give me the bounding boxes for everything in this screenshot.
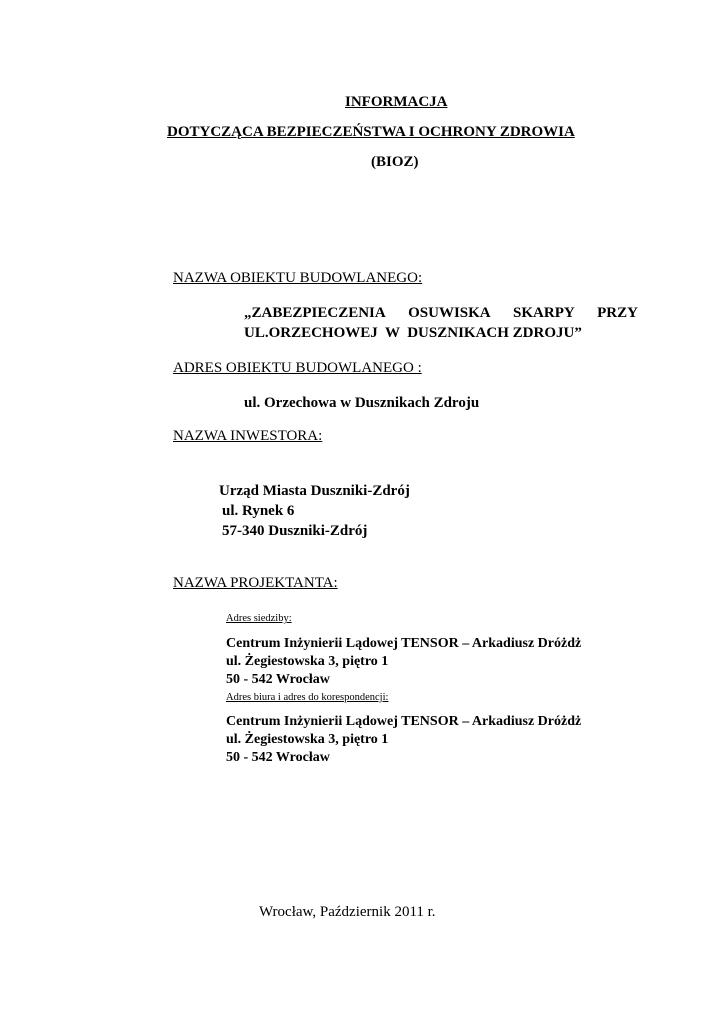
investor-name: Urząd Miasta Duszniki-Zdrój bbox=[219, 483, 410, 499]
object-name-word: PRZY bbox=[597, 305, 638, 321]
object-name-value-line1 bbox=[244, 305, 638, 322]
designer-label: NAZWA PROJEKTANTA: bbox=[173, 575, 338, 591]
object-name-word: SKARPY bbox=[513, 305, 575, 321]
object-name-word: OSUWISKA bbox=[408, 305, 491, 321]
object-address-label: ADRES OBIEKTU BUDOWLANEGO : bbox=[173, 360, 422, 376]
designer-seat-street: ul. Żegiestowska 3, piętro 1 bbox=[226, 654, 389, 669]
doc-abbreviation: (BIOZ) bbox=[371, 154, 419, 170]
designer-office-city: 50 - 542 Wrocław bbox=[226, 750, 330, 765]
place-date: Wrocław, Październik 2011 r. bbox=[259, 904, 436, 920]
designer-seat-label: Adres siedziby: bbox=[226, 613, 292, 624]
doc-title: INFORMACJA bbox=[345, 94, 448, 110]
object-name-value-line2: UL.ORZECHOWEJ W DUSZNIKACH ZDROJU” bbox=[244, 325, 582, 341]
doc-subtitle: DOTYCZĄCA BEZPIECZEŃSTWA I OCHRONY ZDROWIA bbox=[167, 124, 575, 140]
object-address-value: ul. Orzechowa w Dusznikach Zdroju bbox=[244, 395, 480, 411]
object-name-word: „ZABEZPIECZENIA bbox=[244, 305, 386, 321]
investor-city: 57-340 Duszniki-Zdrój bbox=[222, 523, 368, 539]
investor-street: ul. Rynek 6 bbox=[222, 503, 295, 519]
designer-office-company: Centrum Inżynierii Lądowej TENSOR – Arkadiusz Dróżdż bbox=[226, 714, 582, 729]
designer-office-street: ul. Żegiestowska 3, piętro 1 bbox=[226, 732, 389, 747]
designer-office-label: Adres biura i adres do korespondencji: bbox=[226, 692, 389, 703]
investor-label: NAZWA INWESTORA: bbox=[173, 428, 323, 444]
designer-seat-company: Centrum Inżynierii Lądowej TENSOR – Arkadiusz Dróżdż bbox=[226, 636, 582, 651]
designer-seat-city: 50 - 542 Wrocław bbox=[226, 672, 330, 687]
object-name-label: NAZWA OBIEKTU BUDOWLANEGO: bbox=[173, 270, 423, 286]
